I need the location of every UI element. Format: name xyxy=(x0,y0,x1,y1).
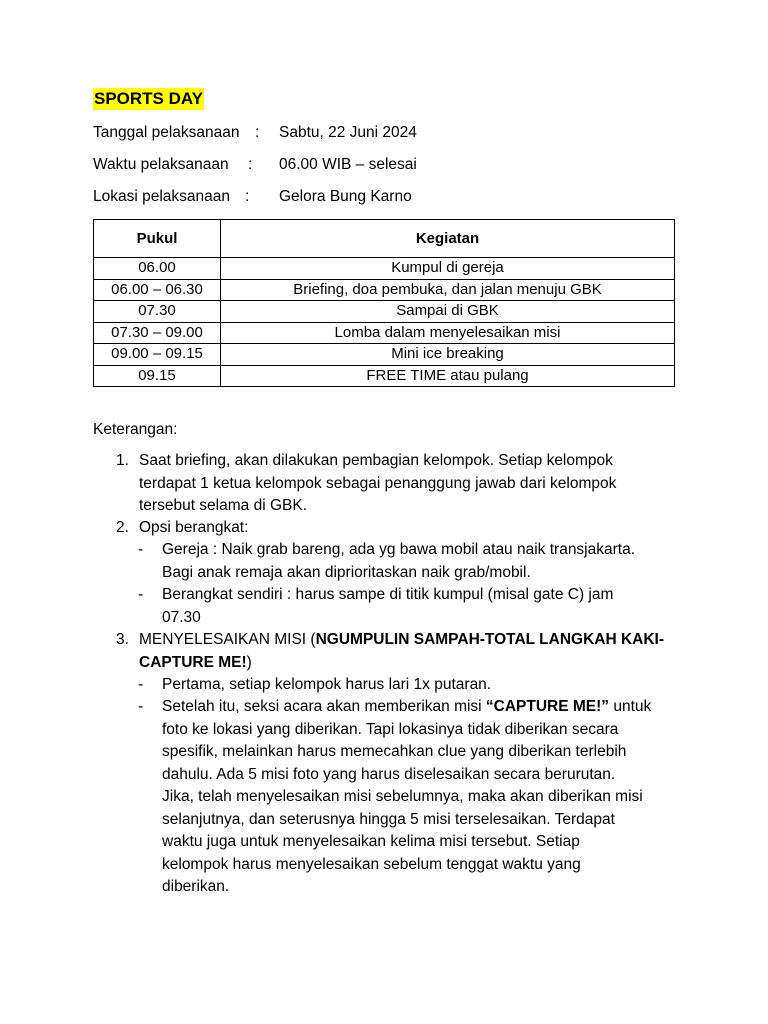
table-row xyxy=(94,279,675,301)
cell-time: 06.00 – 06.30 xyxy=(94,279,221,301)
text-plain: Setelah itu, seksi acara akan memberikan misi xyxy=(162,698,486,715)
cell-activity: Briefing, doa pembuka, dan jalan menuju GBK xyxy=(221,279,675,301)
table-row xyxy=(94,344,675,366)
info-date-sep: : xyxy=(255,124,260,141)
cell-time: 09.15 xyxy=(94,365,221,387)
info-date-label: Tanggal pelaksanaan xyxy=(93,124,240,141)
info-location-value: Gelora Bung Karno xyxy=(279,188,412,205)
cell-activity: Lomba dalam menyelesaikan misi xyxy=(221,322,675,344)
text-line: Berangkat sendiri : harus sampe di titik kumpul (misal gate C) jam xyxy=(162,586,614,603)
schedule-table xyxy=(93,219,675,387)
text-plain: untuk xyxy=(609,698,652,715)
text-line: Bagi anak remaja akan diprioritaskan naik grab/mobil. xyxy=(162,563,531,581)
text-line: Jika, telah menyelesaikan misi sebelumnya, maka akan diberikan misi xyxy=(162,788,643,805)
sub-item-text xyxy=(162,584,682,629)
text-bold: NGUMPULIN SAMPAH-TOTAL LANGKAH KAKI- xyxy=(315,631,665,648)
text-line: spesifik, melainkan harus memecahkan clue yang diberikan terlebih xyxy=(162,743,627,760)
text-plain: MENYELESAIKAN MISI ( xyxy=(139,631,316,648)
info-location-sep: : xyxy=(245,188,250,205)
text-line: diberikan. xyxy=(162,878,230,895)
cell-time: 06.00 xyxy=(94,258,221,280)
bullet-dash: - xyxy=(138,698,144,715)
cell-time: 07.30 – 09.00 xyxy=(94,322,221,344)
list-number: 2. xyxy=(116,519,129,536)
info-time-sep: : xyxy=(248,156,253,173)
bullet-dash: - xyxy=(138,676,144,693)
info-date-value: Sabtu, 22 Juni 2024 xyxy=(279,124,417,141)
info-location-label: Lokasi pelaksanaan xyxy=(93,188,231,205)
list-number: 3. xyxy=(116,631,129,648)
header-pukul: Pukul xyxy=(94,220,221,258)
list-item-text xyxy=(139,450,679,518)
table-row xyxy=(94,322,675,344)
text-line: dahulu. Ada 5 misi foto yang harus diselesaikan secara berurutan. xyxy=(162,765,616,783)
list-item-text: Opsi berangkat: xyxy=(139,519,249,536)
notes-title: Keterangan: xyxy=(93,421,178,438)
cell-activity: Kumpul di gereja xyxy=(221,258,675,280)
table-header-row xyxy=(94,220,675,258)
info-time-label: Waktu pelaksanaan xyxy=(93,156,229,173)
bullet-dash: - xyxy=(138,586,144,603)
cell-activity: Mini ice breaking xyxy=(221,344,675,366)
cell-activity: FREE TIME atau pulang xyxy=(221,365,675,387)
text-line: 07.30 xyxy=(162,608,201,626)
text-line xyxy=(139,652,679,675)
text-line xyxy=(162,696,682,719)
header-kegiatan: Kegiatan xyxy=(221,220,675,258)
sub-item-text: Pertama, setiap kelompok harus lari 1x putaran. xyxy=(162,676,492,693)
text-line: terdapat 1 ketua kelompok sebagai penanggung jawab dari kelompok xyxy=(139,474,617,492)
text-line: selanjutnya, dan seterusnya hingga 5 misi terselesaikan. Terdapat xyxy=(162,810,615,828)
text-line xyxy=(139,629,679,652)
text-bold: CAPTURE ME! xyxy=(139,653,247,671)
cell-time: 09.00 – 09.15 xyxy=(94,344,221,366)
list-number: 1. xyxy=(116,452,129,469)
text-line: tersebut selama di GBK. xyxy=(139,497,307,514)
table-row xyxy=(94,258,675,280)
text-line: waktu juga untuk menyelesaikan kelima misi tersebut. Setiap xyxy=(162,833,580,850)
text-line: Gereja : Naik grab bareng, ada yg bawa mobil atau naik transjakarta. xyxy=(162,541,636,558)
bullet-dash: - xyxy=(138,541,144,558)
sub-item-text xyxy=(162,539,682,584)
text-line: Saat briefing, akan dilakukan pembagian kelompok. Setiap kelompok xyxy=(139,452,613,469)
list-item-text xyxy=(139,629,679,674)
text-line: foto ke lokasi yang diberikan. Tapi lokasinya tidak diberikan secara xyxy=(162,720,619,738)
info-time-value: 06.00 WIB – selesai xyxy=(279,156,417,173)
text-bold: “CAPTURE ME!” xyxy=(485,698,610,715)
text-plain: ) xyxy=(246,653,252,671)
text-line: kelompok harus menyelesaikan sebelum tenggat waktu yang xyxy=(162,855,581,873)
cell-time: 07.30 xyxy=(94,301,221,323)
document-title: SPORTS DAY xyxy=(94,89,203,108)
sub-item-text xyxy=(162,696,682,899)
cell-activity: Sampai di GBK xyxy=(221,301,675,323)
table-row xyxy=(94,365,675,387)
table-row xyxy=(94,301,675,323)
